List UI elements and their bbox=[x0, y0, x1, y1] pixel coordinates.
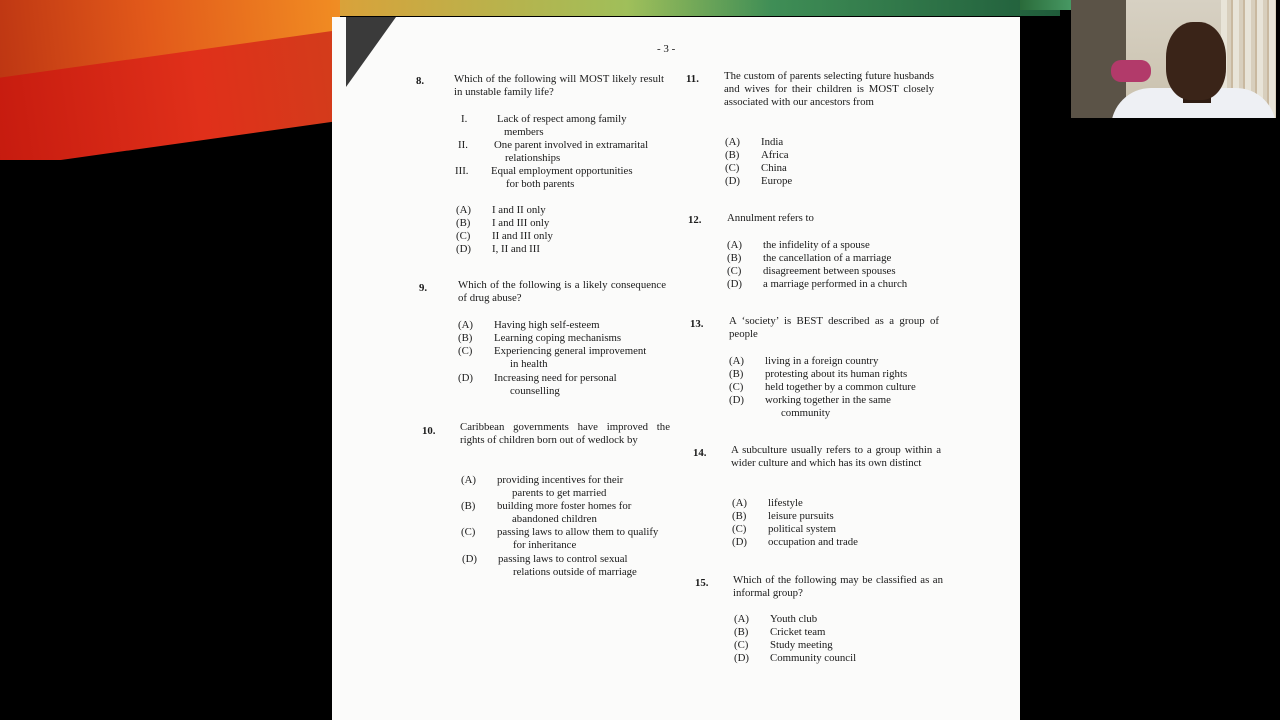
statement-continuation: members bbox=[504, 126, 544, 138]
answer-option: (D) a marriage performed in a church bbox=[727, 278, 908, 290]
question-number: 15. bbox=[695, 577, 709, 589]
page-corner-shadow bbox=[346, 17, 396, 87]
question-number: 8. bbox=[416, 75, 425, 87]
answer-option: (B) Learning coping mechanisms bbox=[458, 332, 622, 344]
statement: I. Lack of respect among family bbox=[461, 113, 627, 125]
answer-option: (C) passing laws to allow them to qualify bbox=[461, 526, 659, 538]
answer-option: (D) Increasing need for personal bbox=[458, 372, 617, 384]
answer-option: (C) disagreement between spouses bbox=[727, 265, 896, 277]
question-stem: Annulment refers to bbox=[727, 212, 814, 224]
option-continuation: abandoned children bbox=[512, 513, 597, 525]
option-continuation: community bbox=[781, 407, 831, 419]
page-number: - 3 - bbox=[657, 43, 676, 55]
question-number: 11. bbox=[686, 73, 699, 85]
option-continuation: parents to get married bbox=[512, 487, 607, 499]
answer-option: (A) India bbox=[725, 136, 784, 148]
background-top-strip bbox=[340, 0, 1060, 16]
answer-option: (A) I and II only bbox=[456, 204, 546, 216]
statement-continuation: relationships bbox=[505, 152, 561, 164]
presenter-head bbox=[1166, 22, 1226, 100]
statement-continuation: for both parents bbox=[506, 178, 575, 190]
answer-option: (C) Experiencing general improvement bbox=[458, 345, 647, 357]
answer-option: (A) the infidelity of a spouse bbox=[727, 239, 870, 251]
answer-option: (D) Community council bbox=[734, 652, 857, 664]
answer-option: (C) Study meeting bbox=[734, 639, 833, 651]
answer-option: (A) Youth club bbox=[734, 613, 818, 625]
answer-option: (C) political system bbox=[732, 523, 837, 535]
question-number: 14. bbox=[693, 447, 707, 459]
answer-option: (C) II and III only bbox=[456, 230, 553, 242]
answer-option: (B) Cricket team bbox=[734, 626, 826, 638]
webcam-background bbox=[1071, 0, 1126, 118]
answer-option: (D) passing laws to control sexual bbox=[462, 553, 628, 565]
answer-option: (A) providing incentives for their bbox=[461, 474, 624, 486]
question-number: 10. bbox=[422, 425, 436, 437]
answer-option: (A) Having high self-esteem bbox=[458, 319, 600, 331]
statement: II. One parent involved in extramarital bbox=[458, 139, 649, 151]
answer-option: (D) I, II and III bbox=[456, 243, 540, 255]
question-number: 13. bbox=[690, 318, 704, 330]
answer-option: (C) held together by a common culture bbox=[729, 381, 916, 393]
answer-option: (D) working together in the same bbox=[729, 394, 891, 406]
question-number: 9. bbox=[419, 282, 428, 294]
question-stem: A ‘society’ is BEST described as a group of people bbox=[729, 315, 939, 340]
question-stem: A subculture usually refers to a group within a wider culture and which has its own distinct bbox=[731, 444, 941, 469]
option-continuation: relations outside of marriage bbox=[513, 566, 637, 578]
question-stem: Caribbean governments have improved the rights of children born out of wedlock by bbox=[460, 421, 670, 446]
answer-option: (B) leisure pursuits bbox=[732, 510, 834, 522]
option-continuation: counselling bbox=[510, 385, 560, 397]
answer-option: (B) protesting about its human rights bbox=[729, 368, 908, 380]
answer-option: (D) Europe bbox=[725, 175, 793, 187]
answer-option: (D) occupation and trade bbox=[732, 536, 858, 548]
question-stem: Which of the following may be classified as an informal group? bbox=[733, 574, 943, 599]
question-number: 12. bbox=[688, 214, 702, 226]
option-continuation: for inheritance bbox=[513, 539, 577, 551]
webcam-overlay bbox=[1071, 0, 1276, 118]
statement: III. Equal employment opportunities bbox=[455, 165, 633, 177]
webcam-flowers bbox=[1111, 60, 1151, 82]
background-swoosh bbox=[0, 0, 340, 160]
answer-option: (A) lifestyle bbox=[732, 497, 803, 509]
answer-option: (C) China bbox=[725, 162, 787, 174]
question-stem: Which of the following will MOST likely result in unstable family life? bbox=[454, 73, 664, 98]
answer-option: (B) I and III only bbox=[456, 217, 550, 229]
question-stem: Which of the following is a likely consequence of drug abuse? bbox=[458, 279, 666, 304]
option-continuation: in health bbox=[510, 358, 548, 370]
answer-option: (B) building more foster homes for bbox=[461, 500, 632, 512]
answer-option: (B) Africa bbox=[725, 149, 789, 161]
answer-option: (B) the cancellation of a marriage bbox=[727, 252, 892, 264]
answer-option: (A) living in a foreign country bbox=[729, 355, 879, 367]
exam-page bbox=[332, 17, 1020, 720]
question-stem: The custom of parents selecting future husbands and wives for their children is MOST closely associated with our ancestors from bbox=[724, 70, 934, 108]
